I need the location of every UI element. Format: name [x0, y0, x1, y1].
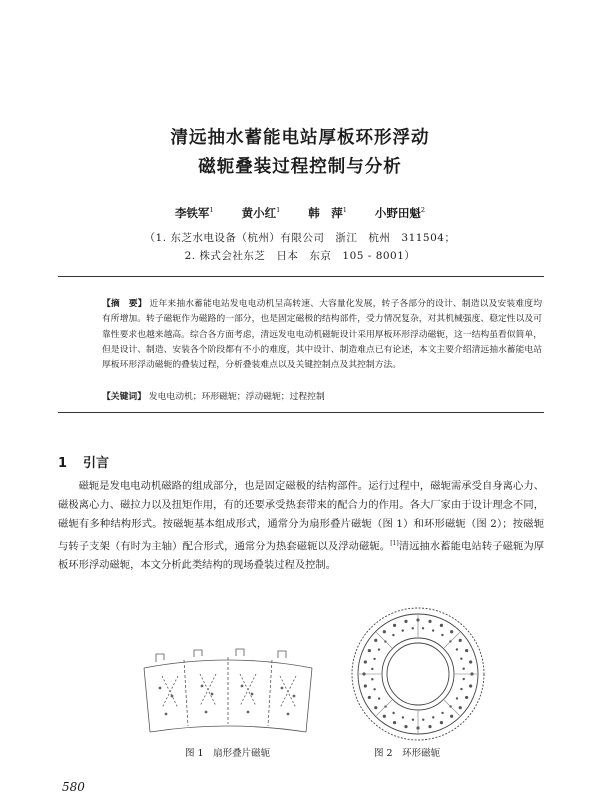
body-text-part1: 磁轭是发电电动机磁路的组成部分，也是固定磁极的结构部件。运行过程中，磁轭需承受自身离心力、磁极离心力、磁拉力以及扭矩作用，有的还要承受热套带来的配合力的作用。各大厂家由于设计理念不同，磁轭有多种结构形式。按磁轭基本组成形式，通常分为扇形叠片磁轭（图 1）和环形磁轭（图 2）；按磁轭与转子支架（有时为主轴）配合形式，通常分为热套磁轭以及浮动磁轭。 [58, 480, 544, 553]
ring-hole [428, 620, 431, 623]
ring-hole [469, 684, 472, 687]
ring-hole [378, 697, 380, 699]
affiliation-line2: 2. 株式会社东芝 日本 东京 105 - 8001） [184, 250, 416, 262]
top-divider [58, 276, 544, 277]
ring-hole [393, 624, 396, 627]
affiliation-line1: （1. 东芝水电设备（杭州）有限公司 浙江 杭州 311504； [144, 232, 456, 244]
figure-2-ring-yoke-drawing [348, 604, 488, 744]
paper-title-line1: 清远抽水蓄能电站厚板环形浮动 [170, 128, 430, 148]
ring-hole [450, 630, 453, 633]
author-name: 小野田魁$^2$ [374, 206, 426, 220]
ring-hole [412, 719, 414, 721]
ring-hole [469, 660, 472, 663]
ring-hole [392, 634, 394, 636]
ring-hole [383, 715, 386, 718]
ring-hole [428, 725, 431, 728]
section-number: 1 [58, 456, 68, 471]
ring-hole [465, 649, 468, 652]
ring-hole [459, 639, 462, 642]
ring-hole [374, 639, 377, 642]
ring-hole [371, 678, 373, 680]
ring-hole [364, 660, 367, 663]
bottom-divider [58, 412, 544, 413]
ring-hole [392, 712, 394, 714]
figure-2-caption: 图 2 环形磁轭 [374, 748, 441, 759]
abstract-text: 近年来抽水蓄能电站发电电动机呈高转速、大容量化发展，转子各部分的设计、制造以及安装难度均有所增加。转子磁轭作为磁路的一部分，也是固定磁极的结构部件，受力情况复杂，对其机械强度、稳定性以及可靠性要求也越来越高。综合各方面考虑，清远发电电动机磁轭设计采用厚板环形浮动磁轭，这一结构虽看似简单，但是设计、制造、安装各个阶段都有不小的难度，其中设计、制造难点已有论述，本文主要介绍清远抽水蓄能电站厚板环形浮动磁轭的叠装过程，分析叠装难点以及关键控制点及其控制方法。 [102, 299, 542, 371]
ring-hole [373, 658, 375, 660]
ring-hole [404, 620, 407, 623]
author-name: 李铁军$^1$ [174, 206, 214, 220]
ring-hole [374, 706, 377, 709]
ring-hole [364, 684, 367, 687]
ring-hole [402, 629, 404, 631]
ring-hole [373, 688, 375, 690]
ring-hole [432, 716, 434, 718]
ring-hole [440, 624, 443, 627]
ring-spoke [376, 700, 392, 716]
ring-hole [368, 696, 371, 699]
ring-hole [371, 668, 373, 670]
ring-spoke [376, 632, 392, 648]
ring-hole [456, 697, 458, 699]
ring-hole [465, 696, 468, 699]
figure-1-sector-yoke-drawing [132, 648, 324, 744]
keywords-label: 【关键词】 [102, 392, 146, 402]
author-name: 黄小红$^1$ [241, 206, 281, 220]
section-title: 引言 [83, 456, 110, 471]
ring-hole [422, 627, 424, 629]
ring-hole [441, 634, 443, 636]
ring-hole [432, 629, 434, 631]
ring-hole [422, 718, 424, 720]
section-heading [58, 452, 109, 471]
abstract-label: 【摘 要】 [102, 299, 147, 309]
author-list [0, 205, 600, 221]
author-name: 韩 萍$^1$ [308, 206, 347, 220]
ring-spoke [444, 700, 460, 716]
ring-hole [463, 678, 465, 680]
ring-spoke [444, 632, 460, 648]
ring-hole [441, 712, 443, 714]
body-text-part2: 清远抽水蓄能电站转子磁轭为厚板环形浮动磁轭，本文分析此类结构的现场叠装过程及控制。 [58, 540, 545, 572]
ring-hole [450, 715, 453, 718]
ring-hole [368, 649, 371, 652]
page-number: 580 [62, 780, 85, 794]
paper-title-line2: 磁轭叠装过程控制与分析 [198, 157, 402, 177]
ring-hole [440, 721, 443, 724]
ring-hole [459, 706, 462, 709]
ring-hole [462, 668, 464, 670]
ring-hole [412, 627, 414, 629]
ring-hole [460, 658, 462, 660]
keywords-text: 发电电动机；环形磁轭；浮动磁轭；过程控制 [148, 392, 325, 402]
citation-ref: [1] [390, 540, 399, 547]
ring-hole [460, 688, 462, 690]
body-paragraph [58, 477, 544, 575]
figure-1-caption: 图 1 扇形叠片磁轭 [185, 748, 271, 759]
abstract [102, 297, 542, 373]
ring-hole [383, 630, 386, 633]
ring-hole [378, 648, 380, 650]
ring-hole [404, 725, 407, 728]
ring-hole [393, 721, 396, 724]
ring-hole [402, 716, 404, 718]
keywords [102, 389, 542, 402]
ring-hole [456, 648, 458, 650]
